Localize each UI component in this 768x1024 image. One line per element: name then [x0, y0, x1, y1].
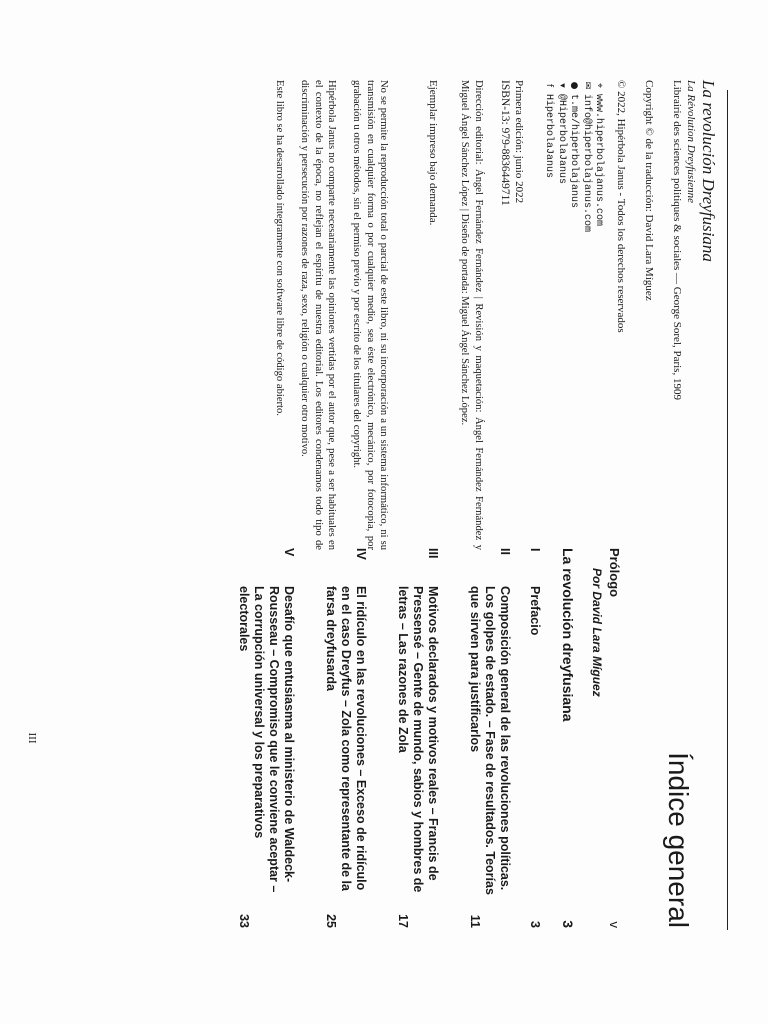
- contact-text: t.me/hiperbolajanus: [568, 94, 580, 209]
- contact-text: info@hiperbolajanus.com: [580, 94, 592, 233]
- toc-entry-chapter-1[interactable]: [527, 548, 542, 928]
- contact-mail: [579, 80, 592, 550]
- chapter-title: Composición general de las revoluciones políticas. Los golpes de estado. – Fase de resultados. Teorías que sirven para justificarlos: [468, 586, 512, 895]
- contact-text: HiperbolaJanus: [543, 94, 555, 179]
- edition-line: Primera edición: junio 2022: [512, 80, 525, 204]
- toc-entry-prologue[interactable]: [607, 548, 622, 928]
- contact-telegram: [567, 80, 580, 550]
- toc-entry-chapter-4[interactable]: [323, 548, 368, 928]
- facebook-icon: f: [544, 83, 555, 88]
- chapter-number: V: [282, 548, 296, 557]
- contact-list: [542, 80, 605, 550]
- chapter-title: Prefacio: [528, 586, 542, 636]
- globe-icon: ⌖: [594, 82, 605, 89]
- original-title: La Révolution Dreyfusienne: [685, 80, 698, 204]
- toc-entry-chapter-2[interactable]: [467, 548, 512, 928]
- toc-entry-label: La revolución dreyfusiana: [560, 548, 576, 722]
- publisher-copyright: © 2022, Hipérbola Janus - Todos los derechos reservados: [615, 80, 628, 333]
- top-rule: [727, 90, 728, 930]
- toc-entry-chapter-3[interactable]: [395, 548, 440, 928]
- telegram-icon: ●: [569, 81, 580, 90]
- toc-entry-chapter-5[interactable]: [236, 548, 296, 928]
- software-note: Este libro se ha desarrollado íntegramente con software libre de código abierto.: [274, 80, 286, 416]
- reproduction-notice: No se permite la reproducción total o parcial de este libro, ni su incorporación a un sistema informático, ni su transmisión en cualquier forma o por cualquier medio, sea éste electrónico, mecánico, por fotocopia, por grabación u otros métodos, sin el permiso previo y por escrito de los titulares del copyright.: [351, 80, 390, 550]
- prologue-author: Por David Lara Míguez: [590, 568, 604, 697]
- toc-entry-part[interactable]: [560, 548, 576, 928]
- original-publisher: Librairie des sciences politiques & sociales — George Sorel, Paris, 1909: [671, 80, 684, 400]
- toc-page-number: 3: [528, 921, 542, 928]
- contact-web: [592, 80, 605, 550]
- chapter-title: El ridículo en las revoluciones – Exceso de ridículo en el caso Dreyfus – Zola como representante de la farsa dreyfusarda: [324, 586, 368, 891]
- chapter-title: Motivos declarados y motivos reales – Francis de Pressensé – Gente de mundo, sabios y hombres de letras – Las razones de Zola: [396, 586, 440, 893]
- colophon-page: [272, 80, 718, 550]
- page-number: III: [26, 732, 38, 744]
- twitter-icon: ▾: [556, 83, 567, 88]
- chapter-title: Desafío que entusiasma al ministerio de Waldeck-Rousseau – Compromiso que le conviene aceptar – La corrupción universal y los preparativos electorales: [237, 586, 296, 893]
- toc-entry-label: Prólogo: [607, 548, 622, 598]
- chapter-number: I: [528, 548, 542, 552]
- contact-text: @HiperbolaJanus: [555, 94, 567, 185]
- disclaimer-notice: Hipérbola Janus no comparte necesariamente las opiniones vertidas por el autor que, pese a ser habituales en el contexto de la época, no reflejan el espíritu de nuestra editorial. Los editores condenamos todo tipo de discriminación y persecución por razones de raza, sexo, religión o cualquier otro motivo.: [299, 80, 338, 550]
- contact-facebook: [542, 80, 555, 550]
- contact-text: www.hiperbolajanus.com: [593, 94, 605, 227]
- toc-page-number: 11: [468, 914, 482, 928]
- toc-title: Índice general: [663, 752, 694, 928]
- toc-page-number: 33: [237, 914, 251, 928]
- toc-page-number: 25: [324, 914, 338, 928]
- editorial-credits: Dirección editorial: Ángel Fernández Fernández | Revisión y maquetación: Ángel Fernández Fernández y Miguel Ángel Sánchez López | Diseño de portada: Miguel Ángel Sánchez López.: [459, 80, 484, 550]
- translation-copyright: Copyright © de la traducción: David Lara Míguez: [643, 80, 656, 301]
- book-title: La revolución Dreyfusiana: [699, 80, 718, 262]
- mail-icon: ✉: [581, 81, 592, 90]
- toc-page-number: v: [607, 921, 622, 928]
- chapter-number: II: [498, 548, 512, 555]
- toc-page-number: 17: [396, 914, 410, 928]
- toc-page-number: 3: [560, 920, 576, 928]
- isbn-line: ISBN-13: 979-8836449711: [498, 80, 511, 206]
- contact-twitter: [554, 80, 567, 550]
- chapter-number: III: [426, 548, 440, 559]
- chapter-number: IV: [354, 548, 368, 560]
- print-on-demand-note: Ejemplar impreso bajo demanda.: [427, 80, 440, 226]
